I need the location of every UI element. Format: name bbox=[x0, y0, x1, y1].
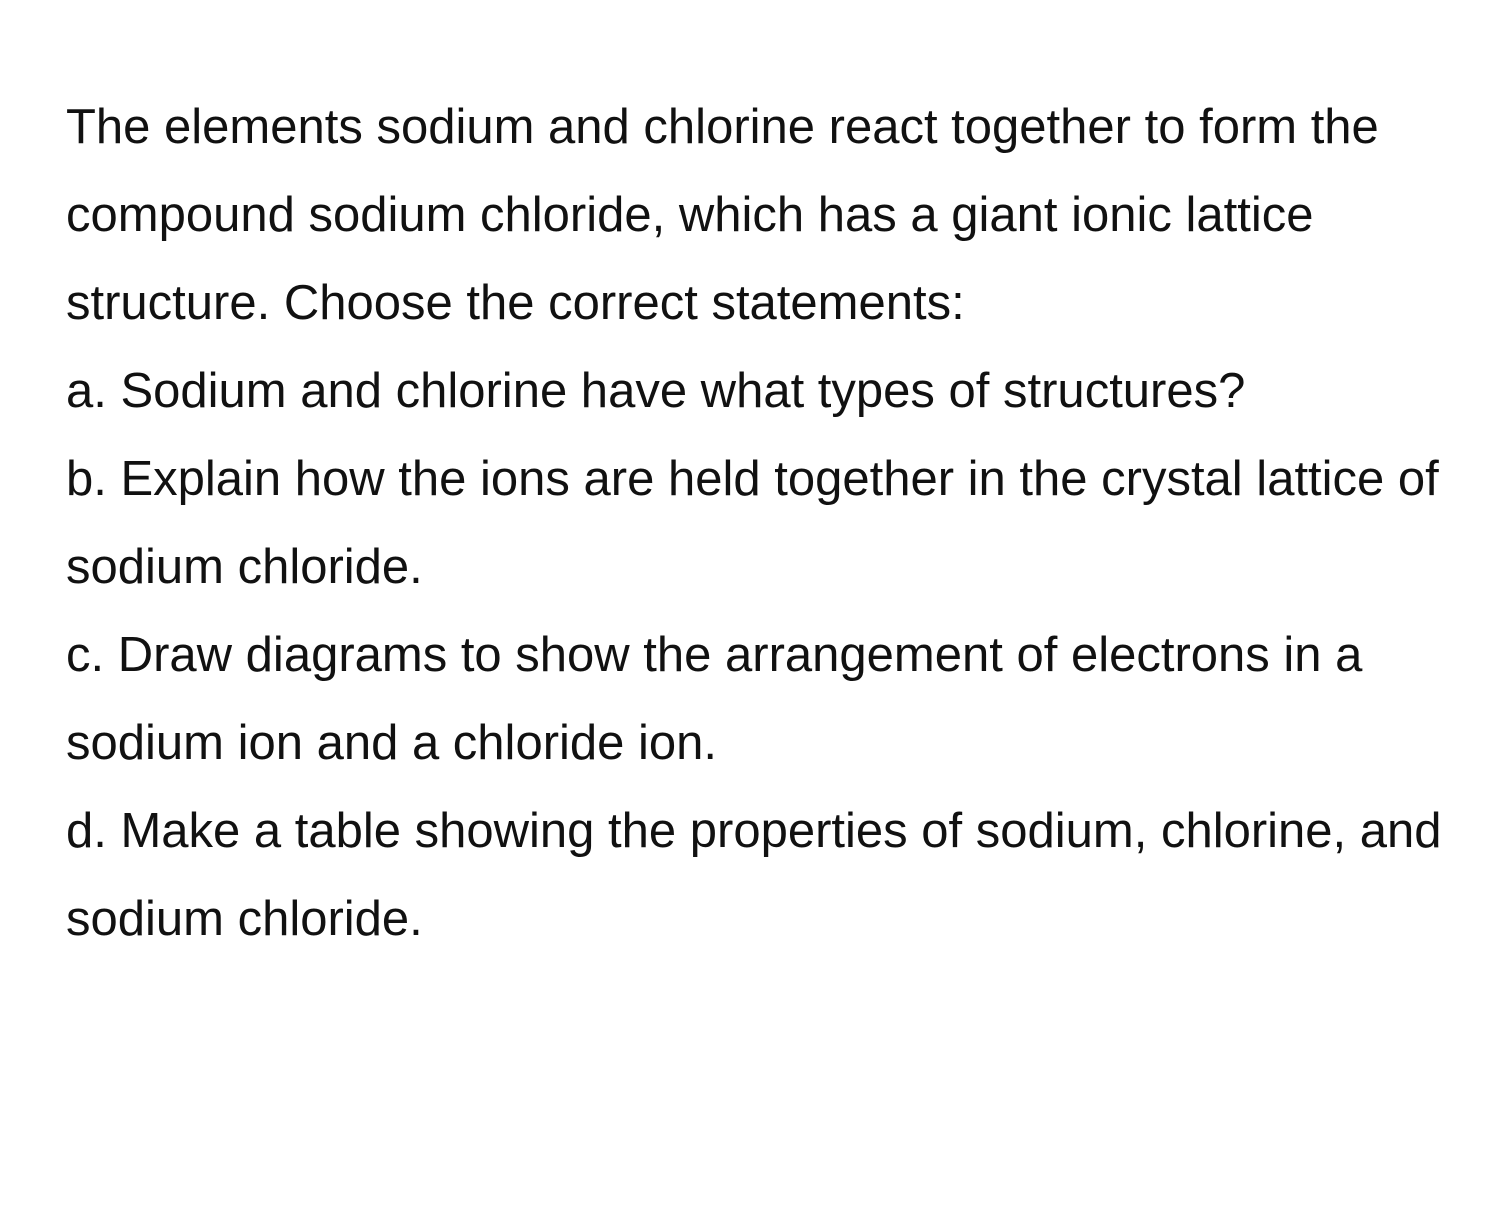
question-part-c: c. Draw diagrams to show the arrangement of electrons in a sodium ion and a chloride ion. bbox=[66, 628, 1363, 770]
question-part-d: d. Make a table showing the properties of sodium, chlorine, and sodium chloride. bbox=[66, 804, 1442, 946]
question-intro: The elements sodium and chlorine react together to form the compound sodium chloride, which has a giant ionic lattice structure. Choose the correct statements: bbox=[66, 100, 1379, 330]
question-part-a: a. Sodium and chlorine have what types of structures? bbox=[66, 364, 1246, 418]
question-part-b: b. Explain how the ions are held together in the crystal lattice of sodium chloride. bbox=[66, 452, 1439, 594]
question-text bbox=[66, 83, 1446, 963]
